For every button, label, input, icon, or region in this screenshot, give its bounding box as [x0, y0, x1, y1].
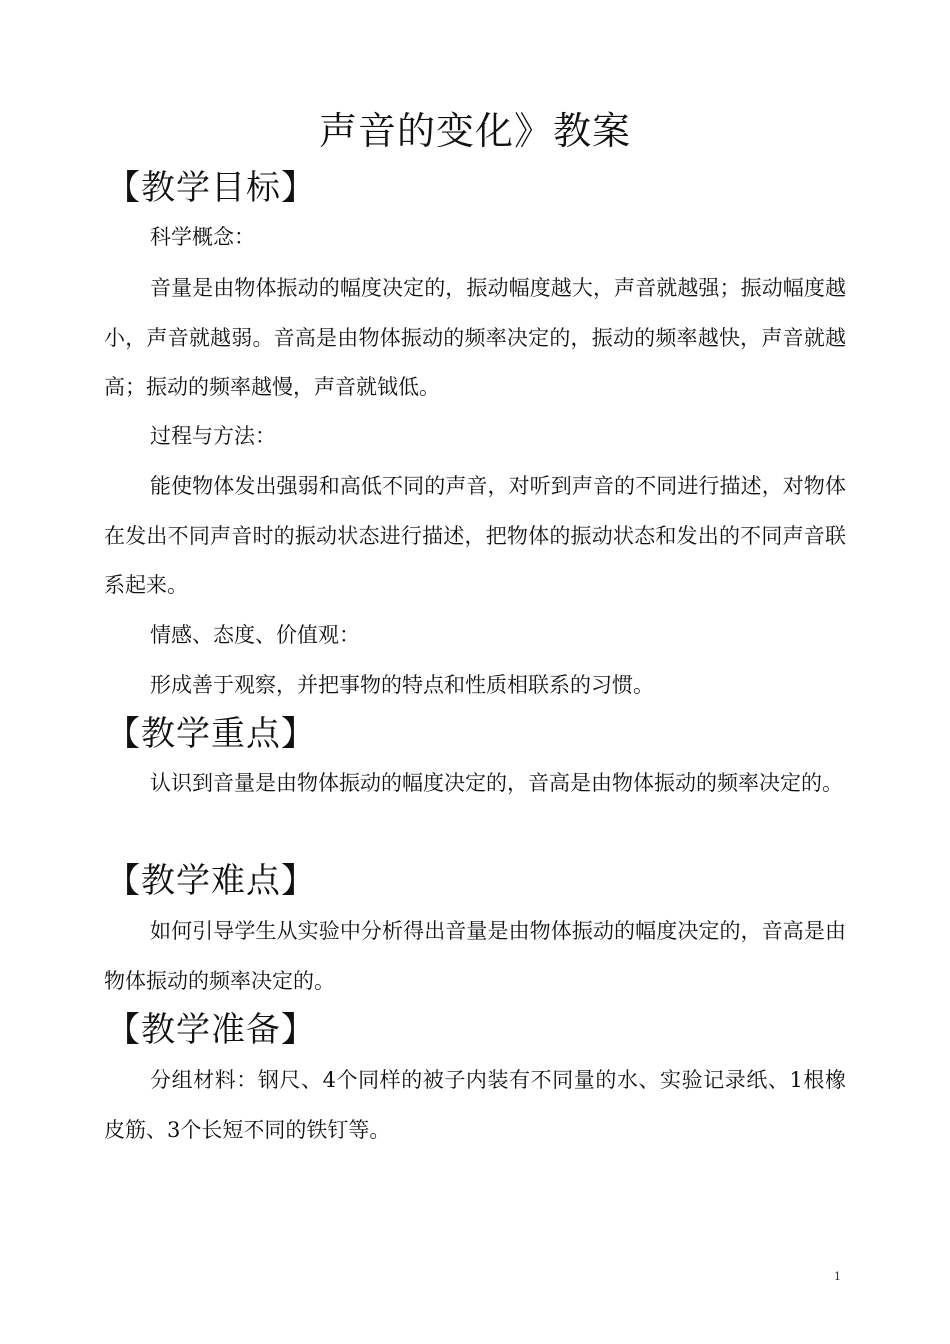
attitude-values-label: 情感、态度、价值观： — [150, 623, 360, 647]
process-method-text: 能使物体发出强弱和高低不同的声音，对听到声音的不同进行描述，对物体在发出不同声音时的振动状态进行描述，把物体的振动状态和发出的不同声音联系起来。 — [104, 474, 846, 597]
document-title: 声音的变化》教案 — [318, 109, 631, 153]
page-number: 1 — [834, 1270, 841, 1283]
section-heading-key-points: 【教学重点】 — [106, 714, 316, 754]
section-heading-difficulties: 【教学难点】 — [106, 861, 316, 901]
attitude-values-text: 形成善于观察，并把事物的特点和性质相联系的习惯。 — [150, 673, 654, 697]
difficulties-text: 如何引导学生从实验中分析得出音量是由物体振动的幅度决定的，音高是由物体振动的频率决定的。 — [104, 919, 846, 993]
key-points-text: 认识到音量是由物体振动的幅度决定的，音高是由物体振动的频率决定的。 — [150, 771, 843, 795]
science-concept-label: 科学概念： — [150, 225, 255, 249]
section-heading-preparation: 【教学准备】 — [106, 1010, 316, 1050]
process-method-label: 过程与方法： — [150, 424, 276, 448]
science-concept-text: 音量是由物体振动的幅度决定的，振动幅度越大，声音就越强；振动幅度越小，声音就越弱。音高是由物体振动的频率决定的，振动的频率越快，声音就越高；振动的频率越慢，声音就钺低。 — [104, 276, 846, 399]
section-heading-objectives: 【教学目标】 — [106, 168, 316, 208]
preparation-text: 分组材料：钢尺、4个同样的被子内装有不同量的水、实验记录纸、1根橡皮筋、3个长短不同的铁钉等。 — [104, 1068, 846, 1142]
